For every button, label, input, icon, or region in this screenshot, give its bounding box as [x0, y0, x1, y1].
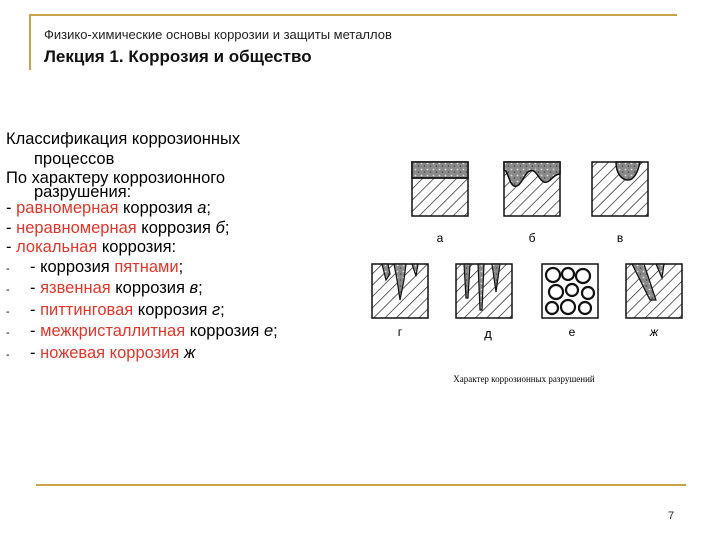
heading-classification-cont: процессов [34, 149, 115, 168]
page-number: 7 [668, 510, 675, 522]
sublist-item-ulcer: - - язвенная коррозия в; [6, 279, 203, 297]
label-b: б [528, 231, 536, 245]
sublist-item-pitting: - - питтинговая коррозия г; [6, 300, 225, 319]
label-e: е [568, 325, 576, 339]
heading-character: По характеру коррозионного [6, 169, 226, 187]
diagram-spots-g [372, 264, 428, 318]
sublist-item-knife: - - ножевая коррозия ж [6, 343, 196, 362]
sublist-item-intercrystalline: - - межкристаллитная коррозия е; [6, 322, 278, 340]
diagram-knife-zh [626, 264, 682, 318]
label-a: а [436, 231, 444, 245]
diagram-pitting-d [456, 264, 512, 318]
label-d: д [484, 326, 492, 341]
diagram-intercrystalline-e [542, 264, 598, 318]
label-zh: ж [649, 325, 659, 339]
list-item-nonuniform: - неравномерная коррозия б; [6, 218, 230, 237]
list-item-local: - локальная коррозия: [6, 238, 177, 256]
header-horizontal-rule [29, 14, 677, 16]
lecture-title: Лекция 1. Коррозия и общество [44, 47, 312, 66]
corrosion-types-figure [360, 150, 700, 400]
figure-caption: Характер коррозионных разрушений [453, 374, 595, 384]
classification-text [6, 130, 356, 365]
heading-character-cont: разрушения: [34, 182, 132, 201]
list-item-uniform: - равномерная коррозия а; [6, 199, 212, 217]
label-g: г [397, 325, 403, 339]
header-vertical-rule [29, 14, 31, 70]
label-v: в [616, 231, 624, 245]
course-subtitle: Физико-химические основы коррозии и защиты металлов [44, 27, 392, 42]
heading-classification: Классификация коррозионных [6, 130, 241, 148]
sublist-item-spots: - - коррозия пятнами; [6, 257, 184, 276]
diagram-nonuniform-b [504, 162, 560, 216]
diagram-uniform-a [412, 162, 468, 216]
diagram-ulcer-v [592, 162, 648, 216]
footer-rule [36, 484, 686, 486]
